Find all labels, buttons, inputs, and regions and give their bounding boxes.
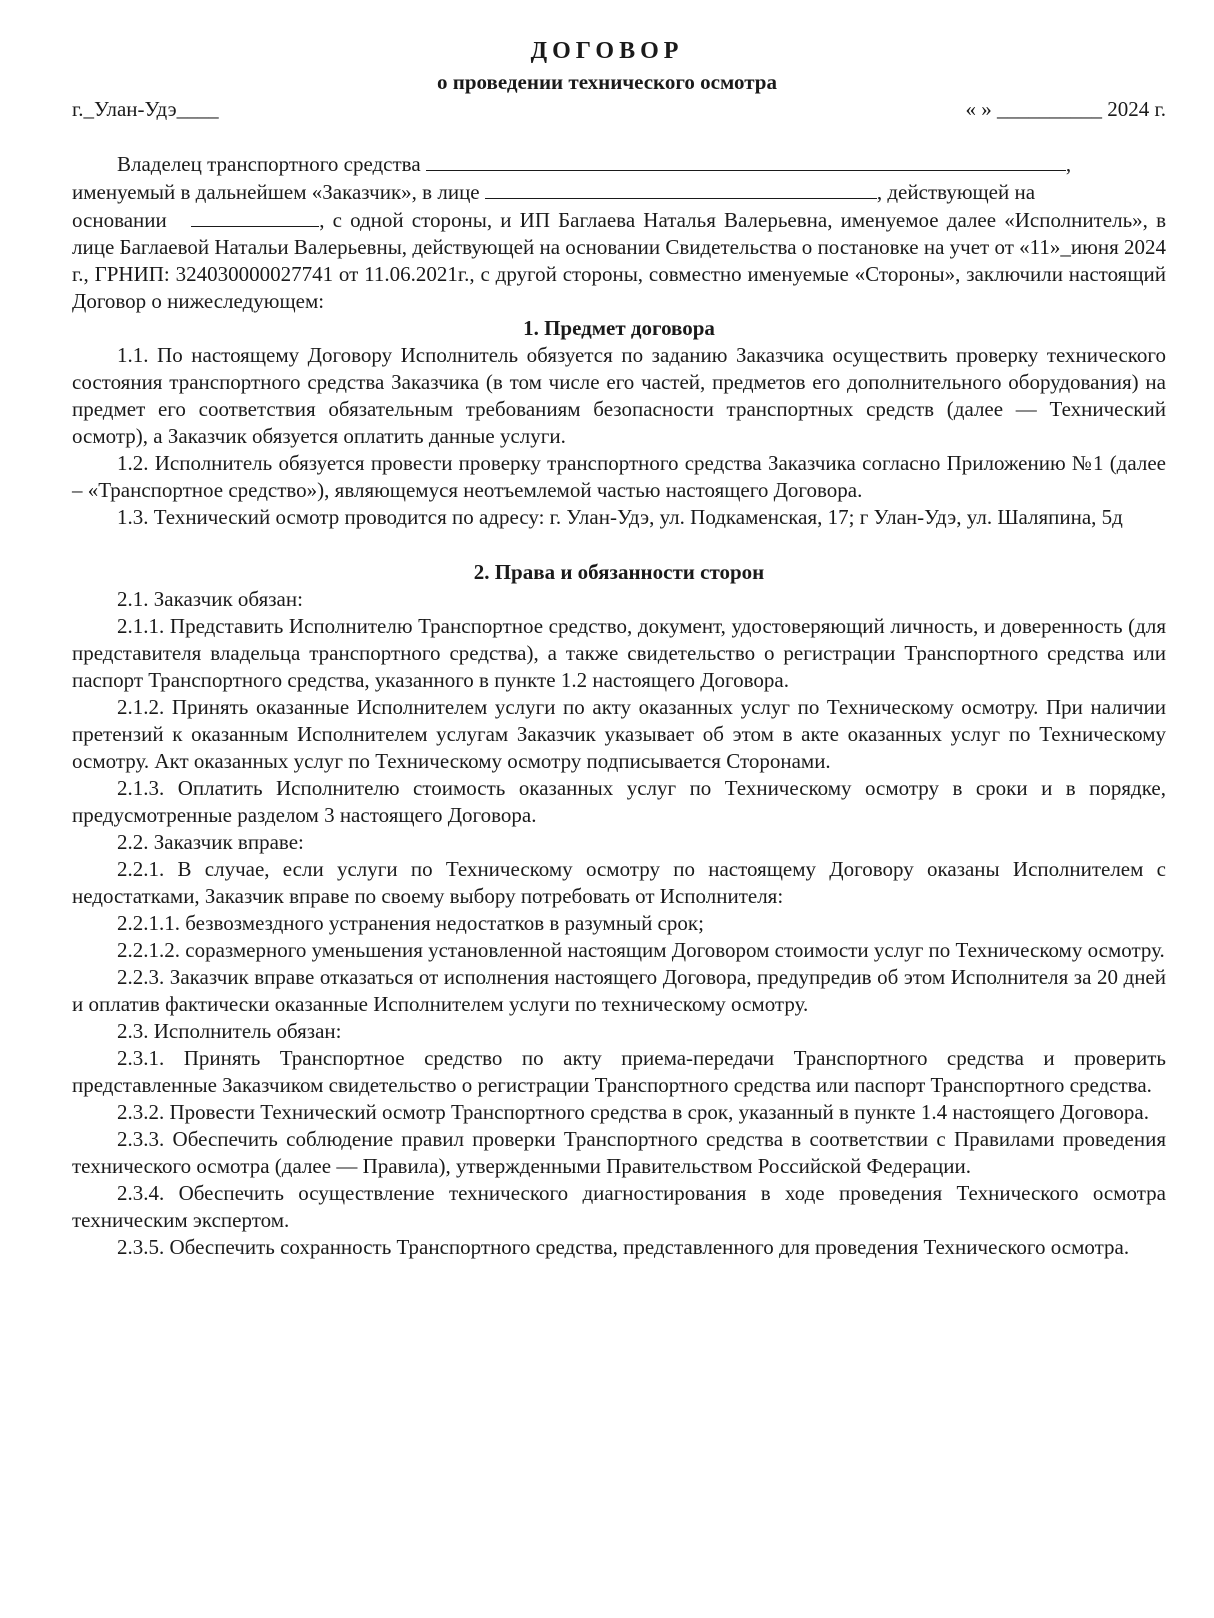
intro-customer-label: именуемый в дальнейшем «Заказчик», в лице [72,180,480,204]
clause-2-2-3: 2.2.3. Заказчик вправе отказаться от исполнения настоящего Договора, предупредив об этом Исполнителя за 20 дней и оплатив фактически оказанные Исполнителем услуги по техническому осмотру. [72,965,1166,1016]
section-2-heading: 2. Права и обязанности сторон [473,560,765,584]
clause-2-2-1: 2.2.1. В случае, если услуги по Техническому осмотру по настоящему Договору оказаны Исполнителем с недостатками, Заказчик вправе по своему выбору потребовать от Исполнителя: [72,857,1166,908]
intro-line-2-end: , действующей на [876,180,1036,204]
clause-2-3-3: 2.3.3. Обеспечить соблюдение правил проверки Транспортного средства в соответствии с Правилами проведения технического осмотра (далее — Правила), утвержденными Правительством Российской Федерации. [72,1127,1166,1178]
clause-2-1-2: 2.1.2. Принять оказанные Исполнителем услуги по акту оказанных услуг по Техническому осмотру. При наличии претензий к оказанным Исполнителем услугам Заказчик указывает об этом в акте оказанных услуг по Техническому осмотру. Акт оказанных услуг по Техническому осмотру подписывается Сторонами. [72,695,1166,773]
clause-1-1: 1.1. По настоящему Договору Исполнитель обязуется по заданию Заказчика осуществить проверку технического состояния транспортного средства Заказчика (в том числе его частей, предметов его дополнительного оборудования) на предмет его соответствия обязательным требованиям безопасности транспортных средств (далее — Технический осмотр), а Заказчик обязуется оплатить данные услуги. [72,343,1166,448]
owner-blank [426,150,1066,171]
clause-2-3-5: 2.3.5. Обеспечить сохранность Транспортного средства, представленного для проведения Технического осмотра. [117,1235,1130,1259]
intro-line-1-end: , [1065,152,1072,176]
contract-city: г._Улан-Удэ____ [72,97,219,121]
intro-owner-label: Владелец транспортного средства [117,152,421,176]
document-title: ДОГОВОР [530,38,684,64]
intro-line-2 [72,178,1166,206]
basis-blank [191,206,319,227]
section-1-heading: 1. Предмет договора [523,316,715,340]
document-subtitle: о проведении технического осмотра [437,70,777,94]
clause-2-3-2: 2.3.2. Провести Технический осмотр Транспортного средства в срок, указанный в пункте 1.4 настоящего Договора. [117,1100,1149,1124]
clause-2-3-1: 2.3.1. Принять Транспортное средство по акту приема-передачи Транспортного средства и проверить представленные Заказчиком свидетельство о регистрации Транспортного средства или паспорт Транспортного средства. [72,1046,1166,1097]
clause-2-2: 2.2. Заказчик вправе: [117,830,304,854]
contract-date: « » __________ 2024 г. [965,97,1166,121]
clause-2-2-1-2: 2.2.1.2. соразмерного уменьшения установленной настоящим Договором стоимости услуг по Техническому осмотру. [117,938,1165,962]
intro-rest: , с одной стороны, и ИП Баглаева Наталья Валерьевна, именуемое далее «Исполнитель», в лице Баглаевой Натальи Валерьевны, действующей на основании Свидетельства о постановке на учет от «11»_июня 2024 г., ГРНИП: 324030000027741 от 11.06.2021г., с другой стороны, совместно именуемые «Стороны», заключили настоящий Договор о нижеследующем: [72,208,1166,313]
intro-line-1 [72,150,1166,178]
representative-blank [485,178,877,199]
intro-paragraph [72,206,1166,315]
clause-2-2-1-1: 2.2.1.1. безвозмездного устранения недостатков в разумный срок; [117,911,704,935]
clause-2-3-4: 2.3.4. Обеспечить осуществление технического диагностирования в ходе проведения Технического осмотра техническим экспертом. [72,1181,1166,1232]
clause-2-1-1: 2.1.1. Представить Исполнителю Транспортное средство, документ, удостоверяющий личность, и доверенность (для представителя владельца транспортного средства), а также свидетельство о регистрации Транспортного средства или паспорт Транспортного средства, указанного в пункте 1.2 настоящего Договора. [72,614,1166,692]
clause-2-3: 2.3. Исполнитель обязан: [117,1019,342,1043]
document-body [72,150,1166,1261]
clause-1-3: 1.3. Технический осмотр проводится по адресу: г. Улан-Удэ, ул. Подкаменская, 17; г Улан-Удэ, ул. Шаляпина, 5д [117,505,1123,529]
clause-2-1: 2.1. Заказчик обязан: [117,587,303,611]
intro-basis-label: основании [72,208,167,232]
clause-1-2: 1.2. Исполнитель обязуется провести проверку транспортного средства Заказчика согласно Приложению №1 (далее – «Транспортное средство»), являющемуся неотъемлемой частью настоящего Договора. [72,451,1166,502]
clause-2-1-3: 2.1.3. Оплатить Исполнителю стоимость оказанных услуг по Техническому осмотру в сроки и в порядке, предусмотренные разделом 3 настоящего Договора. [72,776,1166,827]
